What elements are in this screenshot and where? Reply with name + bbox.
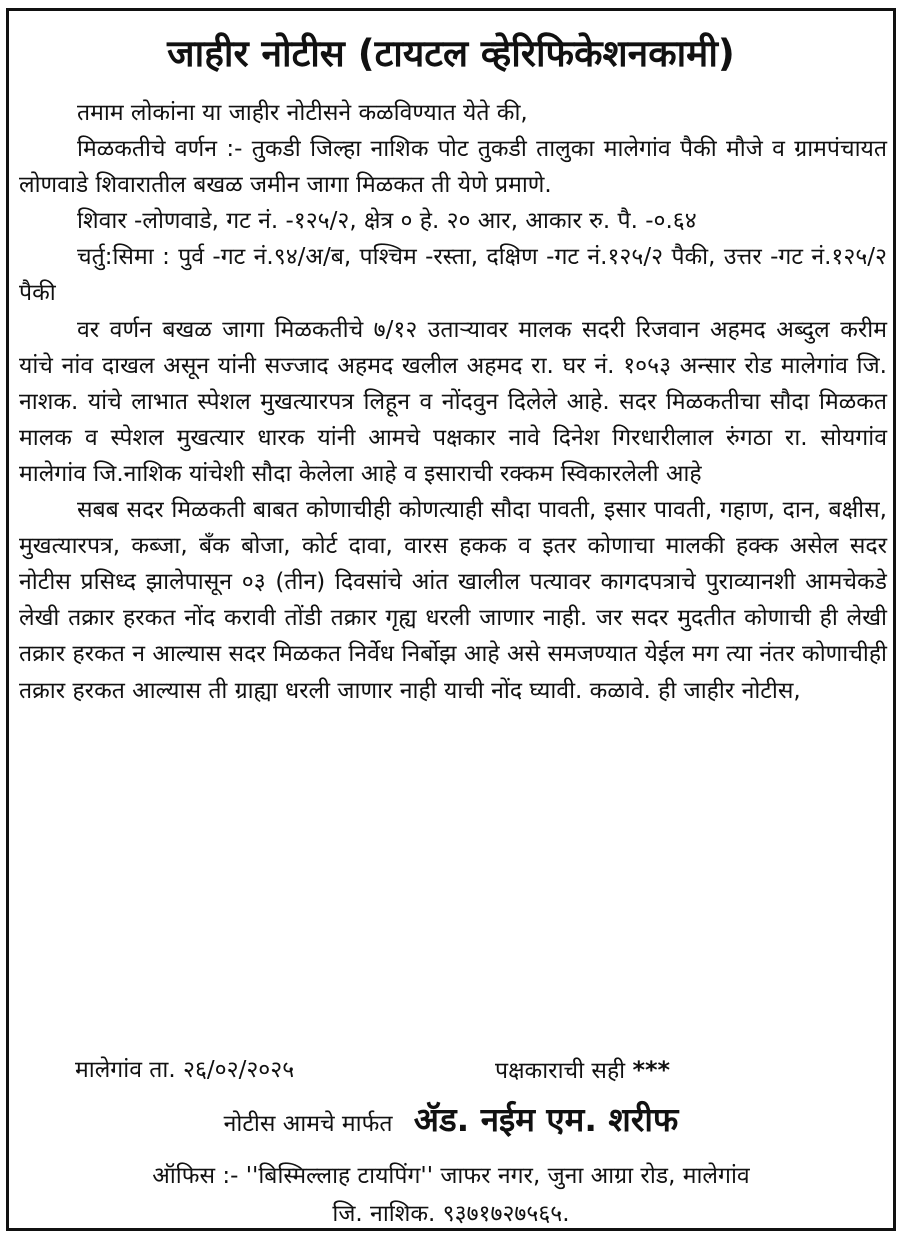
advocate-name: ॲड. नईम एम. शरीफ xyxy=(413,1100,679,1139)
office-address: ऑफिस :- ''बिस्मिल्लाह टायपिंग'' जाफर नगर, जुना आग्रा रोड, मालेगांव xyxy=(152,1163,750,1189)
signature-label: पक्षकाराची सही xyxy=(495,1058,626,1084)
district-phone: जि. नाशिक. ९३७१७२७५६५. xyxy=(332,1201,570,1227)
through-line xyxy=(9,1100,893,1141)
objection-paragraph: सबब सदर मिळकती बाबत कोणाचीही कोणत्याही सौदा पावती, इसार पावती, गहाण, दान, बक्षीस, मुखत्यारपत्र, कब्जा, बँक बोजा, कोर्ट दावा, वारस हकक व इतर कोणाचा मालकी हक्क असेल सदर नोटीस प्रसिध्द झालेपासून ०३ (तीन) दिवसांचे आंत खालील पत्यावर कागदपत्राचे पुराव्यानशी आमचेकडे लेखी तक्रार हरकत नोंद करावी तोंडी तक्रार गृह्य धरली जाणार नाही. जर सदर मुदतीत कोणाची ही लेखी तक्रार हरकत न आल्यास सदर मिळकत निर्वेध निर्बोझ आहे असे समजण्यात येईल मग त्या नंतर कोणाचीही तक्रार हरकत आल्यास ती ग्राह्या धरली जाणार नाही याची नोंद घ्यावी. कळावे. ही जाहीर नोटीस, xyxy=(19,497,887,704)
notice-title: जाहीर नोटीस (टायटल व्हेरिफिकेशनकामी) xyxy=(167,32,735,75)
survey-details-paragraph: शिवार -लोणवाडे, गट नं. -१२५/२, क्षेत्र ० हे. २० आर, आकार रु. पै. -०.६४ xyxy=(77,208,697,235)
intro-paragraph: तमाम लोकांना या जाहीर नोटीसने कळविण्यात येते की, xyxy=(77,100,528,126)
signature-mark: *** xyxy=(632,1056,671,1084)
public-notice xyxy=(6,8,896,1231)
through-label: नोटीस आमचे मार्फत xyxy=(223,1111,393,1137)
ownership-paragraph: वर वर्णन बखळ जागा मिळकतीचे ७/१२ उताऱ्यावर मालक सदरी रिजवान अहमद अब्दुल करीम यांचे नांव दाखल असून यांनी सज्जाद अहमद खलील अहमद रा. घर नं. १०५३ अन्सार रोड मालेगांव जि. नाशक. यांचे लाभात स्पेशल मुखत्यारपत्र लिहून व नोंदवुन दिलेले आहे. सदर मिळकतीचा सौदा मिळकत मालक व स्पेशल मुखत्यार धारक यांनी आमचे पक्षकार नावे दिनेश गिरधारीलाल रुंगठा रा. सोयगांव मालेगांव जि.नाशिक यांचेशी सौदा केलेला आहे व इसाराची रक्कम स्विकारलेली आहे xyxy=(19,316,887,487)
notice-body xyxy=(19,95,887,709)
signature-block xyxy=(495,1053,670,1088)
property-description-paragraph: मिळकतीचे वर्णन :- तुकडी जिल्हा नाशिक पोट तुकडी तालुका मालेगांव पैकी मौजे व ग्रामपंचायत लोणवाडे शिवारातील बखळ जमीन जागा मिळकत ती येणे प्रमाणे. xyxy=(19,136,887,199)
boundaries-paragraph: चर्तु:सिमा : पुर्व -गट नं.९४/अ/ब, पश्चिम -रस्ता, दक्षिण -गट नं.१२५/२ पैकी, उत्तर -गट नं.१२५/२ पैकी xyxy=(19,244,887,307)
place-date: मालेगांव ता. २६/०२/२०२५ xyxy=(75,1057,295,1083)
